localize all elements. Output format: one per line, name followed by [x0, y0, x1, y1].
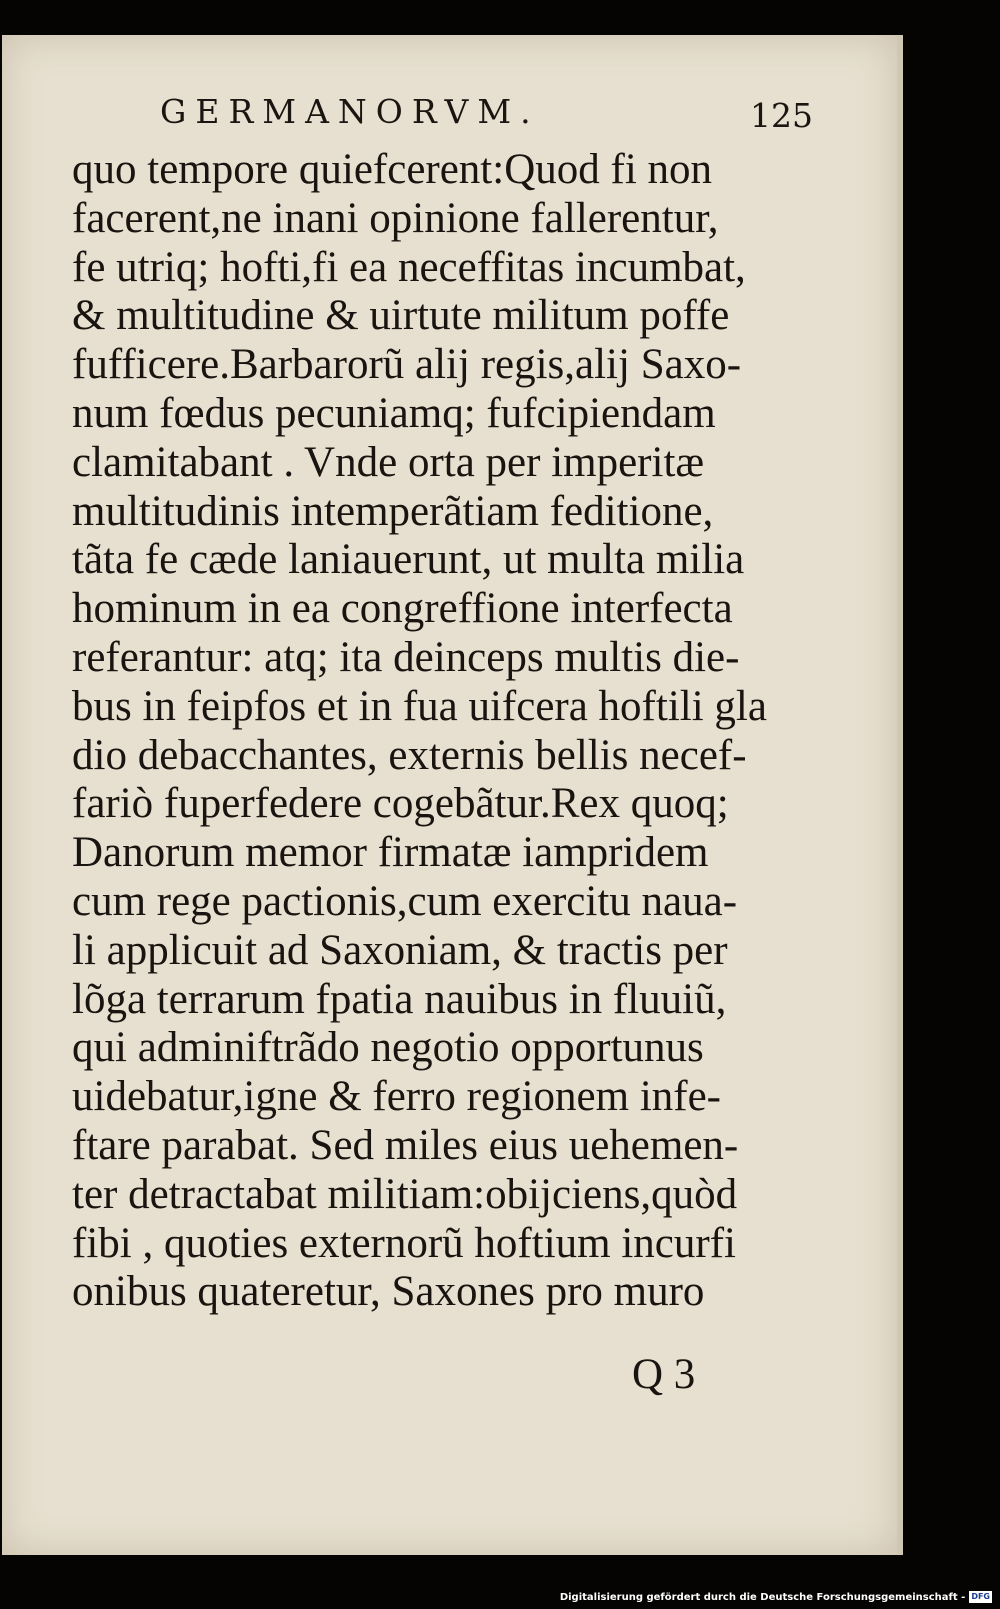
running-title: GERMANORVM.: [160, 92, 540, 131]
text-line: cum rege pactionis,cum exercitu naua-: [72, 877, 738, 925]
text-line: Danorum memor firmatæ iampridem: [72, 829, 709, 877]
text-line: fufficere.Barbarorũ alij regis,alij Saxo-: [72, 341, 742, 389]
signature-mark: Q 3: [632, 1351, 696, 1398]
text-line: fariò fuperfedere cogebãtur.Rex quoq;: [72, 780, 729, 828]
text-line: facerent,ne inani opinione fallerentur,: [72, 194, 719, 242]
text-line: dio debacchantes, externis bellis necef-: [72, 731, 747, 779]
text-line: & multitudine & uirtute militum poffe: [72, 292, 730, 340]
text-line: fibi , quoties externorũ hoftium incurfi: [72, 1219, 736, 1267]
body-text: [72, 146, 812, 1317]
text-line: clamitabant . Vnde orta per imperitæ: [72, 438, 705, 486]
text-line: ter detractabat militiam:obijciens,quòd: [72, 1170, 738, 1218]
text-line: hominum in ea congreffione interfecta: [72, 585, 733, 633]
digitization-credit: [560, 1591, 992, 1603]
page-number: 125: [750, 96, 813, 135]
text-line: uidebatur,igne & ferro regionem infe-: [72, 1073, 721, 1121]
dfg-logo: DFG: [971, 1592, 990, 1601]
text-line: tãta fe cæde laniauerunt, ut multa milia: [72, 536, 745, 584]
text-line: ftare parabat. Sed miles eius uehemen-: [72, 1121, 739, 1169]
text-line: li applicuit ad Saxoniam, & tractis per: [72, 926, 728, 974]
text-line: num fœdus pecuniamq; fufcipiendam: [72, 389, 716, 437]
page-fore-edge: [897, 35, 903, 1555]
text-line: bus in feipfos et in fua uifcera hoftili gla: [72, 682, 767, 730]
text-line: fe utriq; hofti,fi ea neceffitas incumbat,: [72, 243, 746, 291]
text-line: quo tempore quiefcerent:Quod fi non: [72, 146, 713, 193]
text-line: multitudinis intemperãtiam feditione,: [72, 487, 714, 535]
text-line: onibus quateretur, Saxones pro muro: [72, 1268, 705, 1316]
text-line: qui adminiftrãdo negotio opportunus: [72, 1024, 704, 1072]
text-line: lõga terrarum fpatia nauibus in fluuiũ,: [72, 975, 727, 1023]
credit-text: Digitalisierung gefördert durch die Deutsche Forschungsgemeinschaft -: [559, 1591, 966, 1603]
text-line: referantur: atq; ita deinceps multis die-: [72, 633, 740, 681]
